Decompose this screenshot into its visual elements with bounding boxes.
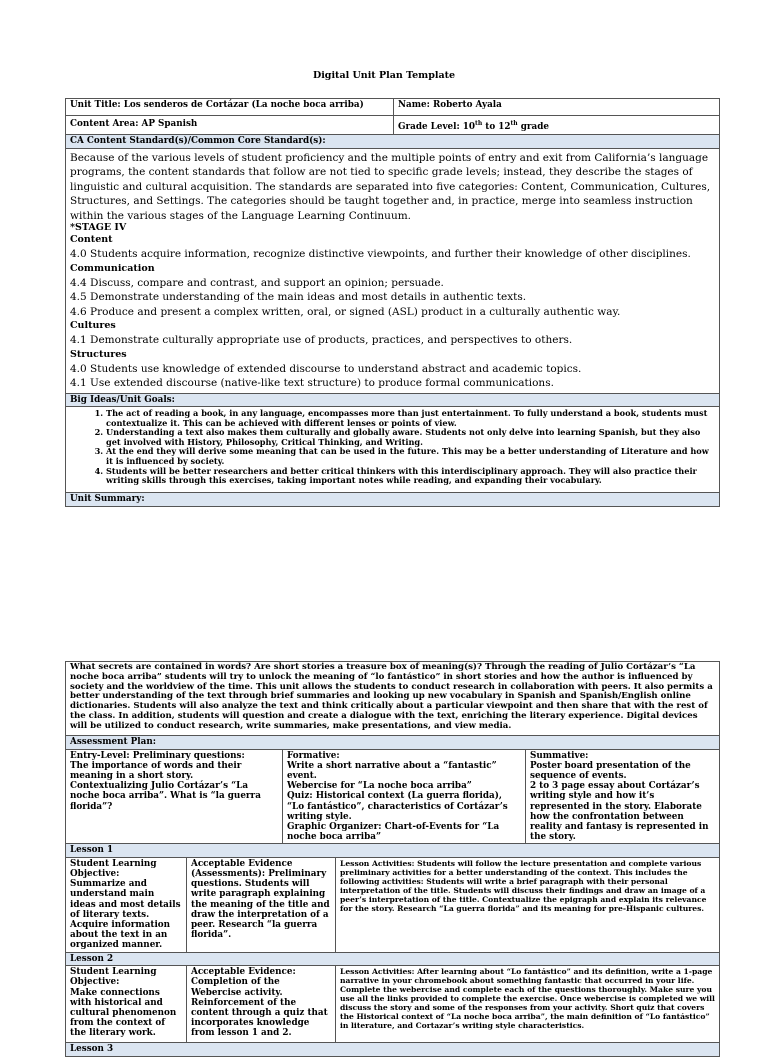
entry-level-item: The importance of words and their meaning in a short story.: [70, 760, 242, 781]
structures-standard-2: 4.1 Use extended discourse (native-like text structure) to produce formal communications.: [70, 377, 554, 389]
entry-level-item: Contextualizing Julio Cortázar’s “La noche boca arriba”. What is “la guerra florida”?: [70, 781, 261, 812]
standards-content: [66, 148, 720, 393]
cultures-standard-1: 4.1 Demonstrate culturally appropriate use of products, practices, and perspectives to others.: [70, 334, 573, 346]
lesson-2-label: Lesson 2: [66, 952, 720, 966]
evidence-text: Preliminary questions. Students will write paragraph explaining the meaning of the title and draw the interpretation of a peer. Research “la guerra florida”.: [191, 869, 330, 941]
teacher-name-cell: Name: Roberto Ayala: [394, 99, 720, 116]
lesson-3-label: Lesson 3: [66, 1043, 720, 1057]
list-item: 4. Students will be better researchers and better critical thinkers with this interdisciplinary approach. They will also practice their writing skills through this exercises, taking important notes while reading, and expanding their vocabulary.: [106, 467, 715, 486]
evidence-heading: Acceptable Evidence:: [191, 967, 296, 978]
structures-heading: Structures: [70, 348, 127, 360]
content-area-cell: Content Area: AP Spanish: [66, 116, 394, 135]
grade-level-cell: Grade Level: 10th to 12th grade: [394, 116, 720, 135]
list-item: 3. At the end they will derive some meaning that can be used in the future. This may be a better understanding of Literature and how it is influenced by society.: [106, 447, 715, 466]
stage-label: *STAGE IV: [70, 222, 127, 233]
unit-summary-label: Unit Summary:: [66, 493, 720, 507]
lesson-1-objective: [66, 857, 187, 952]
big-ideas-label: Big Ideas/Unit Goals:: [66, 393, 720, 407]
content-standard-1: 4.0 Students acquire information, recognize distinctive viewpoints, and further their knowledge of other disciplines.: [70, 248, 691, 260]
formative-item: Write a short narrative about a “fantastic” event.: [287, 760, 497, 781]
entry-level-assessment: [66, 749, 283, 844]
list-item: 2. Understanding a text also makes them culturally and globally aware. Students not only delve into learning Spanish, but they also get involved with History, Philosophy, Critical Thinking, and Writing.: [106, 428, 715, 447]
lesson-1-label: Lesson 1: [66, 844, 720, 858]
big-ideas-list: [70, 409, 715, 486]
summative-item: 2 to 3 page essay about Cortázar’s writing style and how it’s represented in the story. Elaborate how the confrontation between reality and fantasy is represented in the story.: [530, 781, 709, 843]
unit-plan-page-2: [65, 661, 720, 1057]
lesson-2-objective: [66, 966, 187, 1043]
communication-standard-3: 4.6 Produce and present a complex written, oral, or signed (ASL) product in a culturally authentic way.: [70, 305, 621, 318]
standards-label: CA Content Standard(s)/Common Core Standard(s):: [66, 135, 720, 149]
unit-plan-page-1: [65, 98, 720, 507]
unit-header-table: [65, 98, 720, 507]
content-heading: Content: [70, 234, 113, 245]
formative-item: Graphic Organizer: Chart-of-Events for “La noche boca arriba”: [287, 821, 500, 843]
formative-item: Quiz: Historical context (La guerra florida), “Lo fantástico”, characteristics of Cortázar’s writing style.: [287, 791, 508, 822]
list-item: 1. The act of reading a book, in any language, encompasses more than just entertainment. To fully understand a book, students must contextualize it. This can be achieved with different lenses or points of view.: [106, 409, 715, 428]
communication-standard-1: 4.4 Discuss, compare and contrast, and support an opinion; persuade.: [70, 276, 444, 289]
formative-heading: Formative:: [287, 750, 340, 761]
lesson-2-evidence: [187, 966, 336, 1043]
entry-level-heading: Entry-Level: Preliminary questions:: [70, 750, 245, 761]
formative-item: Webercise for “La noche boca arriba”: [287, 781, 472, 792]
objective-heading: Student Learning Objective:: [70, 858, 157, 880]
lesson-2-activities: Lesson Activities: After learning about “Lo fantástico” and its definition, write a 1-page narrative in your chromebook about something fantastic that occurred in your life. Complete the webercise and complete each of the questions thoroughly. Make sure you use all the links provided to complete the exercise. Once webercise is completed we will discuss the story and some of the responses from your activity. Short quiz that covers the Historical context of “La noche boca arriba”, the main definition of “Lo fantástico” in literature, and Cortazar’s writing style characteristics.: [336, 966, 720, 1043]
objective-text: Summarize and understand main ideas and most details of literary texts.: [70, 879, 181, 920]
cultures-heading: Cultures: [70, 320, 116, 331]
unit-details-table: [65, 661, 720, 1057]
objective-heading: Student Learning Objective:: [70, 967, 157, 988]
summative-item: Poster board presentation of the sequence of events.: [530, 760, 691, 781]
summative-assessment: [526, 749, 720, 844]
lesson-1-activities: Lesson Activities: Students will follow the lecture presentation and complete various preliminary activities for a better understanding of the context. This includes the following activities: Students will write a brief paragraph with their personal interpretation of the title. Students will discuss their findings and draw an image of a peer’s interpretation of the title. Contextualize the epigraph and explain its relevance for the story. Research “La guerra florida” and its meaning for pre-Hispanic cultures.: [336, 857, 720, 952]
communication-heading: Communication: [70, 262, 155, 274]
lesson-1-evidence: [187, 857, 336, 952]
formative-assessment: [283, 749, 526, 844]
summative-heading: Summative:: [530, 750, 589, 761]
document-title: Digital Unit Plan Template: [312, 70, 456, 81]
communication-standard-2: 4.5 Demonstrate understanding of the main ideas and most details in authentic texts.: [70, 291, 527, 303]
structures-standard-1: 4.0 Students use knowledge of extended discourse to understand abstract and academic topics.: [70, 362, 582, 375]
assessment-label: Assessment Plan:: [66, 736, 720, 750]
unit-title-cell: Unit Title: Los senderos de Cortázar (La noche boca arriba): [66, 99, 394, 116]
objective-text: Make connections with historical and cultural phenomenon from the context of the literary work.: [70, 987, 177, 1039]
objective-text: Acquire information about the text in an organized manner.: [70, 920, 171, 951]
evidence-heading: Acceptable Evidence (Assessments):: [191, 858, 293, 880]
unit-summary-text: What secrets are contained in words? Are short stories a treasure box of meaning(s)? Through the reading of Julio Cortázar’s “La noche boca arriba” students will try to unlock the meaning of “lo fantástico” in short stories and how the author is influenced by society and the worldview of the time. This unit allows the students to conduct research in collaboration with peers. It also permits a better understanding of the text through brief summaries and looking up new vocabulary in Spanish and Spanish/English online dictionaries. Students will also analyze the text and think critically about a particular viewpoint and then share that with the rest of the class. In addition, students will question and create a dialogue with the text, enriching the literary experience. Digital devices will be utilized to conduct research, write summaries, make presentations, and view media.: [66, 662, 720, 736]
big-ideas-content: [66, 407, 720, 493]
evidence-text: Completion of the Webercise activity. Reinforcement of the content through a quiz that incorporates knowledge from lesson 1 and 2.: [191, 977, 328, 1039]
standards-intro: Because of the various levels of student proficiency and the multiple points of entry and exit from California’s language programs, the content standards that follow are not tied to specific grade levels; instead, they describe the stages of linguistic and cultural acquisition. The standards are separated into five categories: Content, Communication, Cultures, Structures, and Settings. The categories should be taught together and, in practice, merge into seamless instruction within the various stages of the Language Learning Continuum.: [70, 151, 711, 222]
